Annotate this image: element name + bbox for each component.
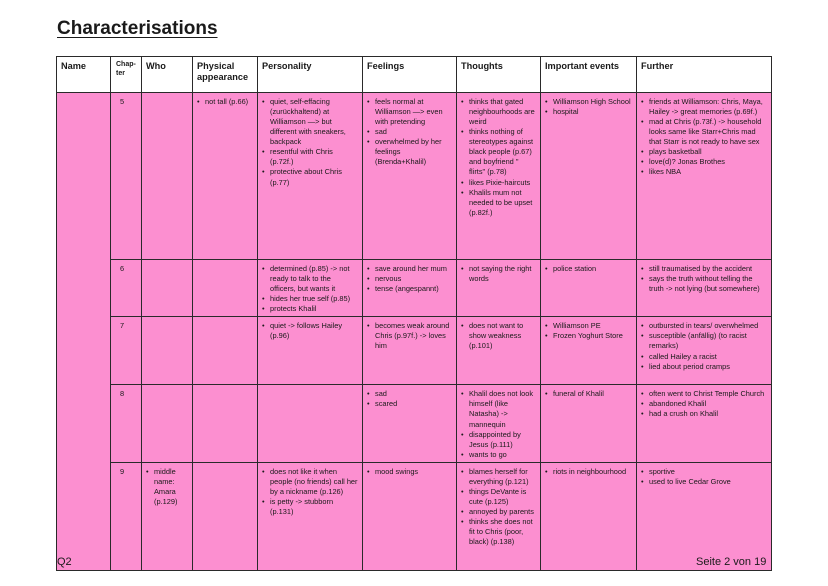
further-list — [641, 264, 767, 294]
physical-list — [197, 97, 253, 107]
personality-cell — [258, 462, 363, 570]
list-item: • still traumatised by the accident — [641, 264, 767, 274]
header-who: Who — [142, 57, 193, 93]
who-cell — [142, 462, 193, 570]
thoughts-cell — [457, 260, 541, 317]
list-item: • does not want to show weakness (p.101) — [461, 321, 536, 351]
list-item: • thinks she does not fit to Chris (poor, black) (p.138) — [461, 517, 536, 547]
further-list — [641, 389, 767, 419]
thoughts-cell — [457, 385, 541, 462]
list-item: • sportive — [641, 467, 767, 477]
table-row — [57, 385, 772, 462]
table-row — [57, 462, 772, 570]
events-cell — [541, 93, 637, 260]
events-cell — [541, 462, 637, 570]
list-item: • had a crush on Khalil — [641, 409, 767, 419]
physical-cell — [193, 317, 258, 385]
list-item: • not tall (p.66) — [197, 97, 253, 107]
list-item: • Frozen Yoghurt Store — [545, 331, 632, 341]
personality-list — [262, 467, 358, 517]
list-item: • often went to Christ Temple Church — [641, 389, 767, 399]
list-item: • protective about Chris (p.77) — [262, 167, 358, 187]
name-cell — [57, 93, 111, 571]
further-list — [641, 97, 767, 178]
header-name: Name — [57, 57, 111, 93]
list-item: • says the truth without telling the truth -> not lying (but somewhere) — [641, 274, 767, 294]
page-title: Characterisations — [57, 18, 218, 39]
further-list — [641, 321, 767, 371]
list-item: • overwhelmed by her feelings (Brenda+Khalil) — [367, 137, 452, 167]
list-item: • feels normal at Williamson —> even with pretending — [367, 97, 452, 127]
list-item: • thinks nothing of stereotypes against black people (p.67) and boyfriend " flirts" (p.78) — [461, 127, 536, 177]
thoughts-cell — [457, 317, 541, 385]
chapter-cell: 9 — [111, 462, 142, 570]
list-item: • mad at Chris (p.73f.) -> household looks same like Starr+Chris mad that Starr is not ready to have sex — [641, 117, 767, 147]
who-cell — [142, 93, 193, 260]
events-list — [545, 97, 632, 117]
further-cell — [637, 260, 772, 317]
list-item: • middle name: Amara (p.129) — [146, 467, 188, 507]
feelings-list — [367, 467, 452, 477]
who-list — [146, 467, 188, 507]
personality-cell — [258, 317, 363, 385]
list-item: • annoyed by parents — [461, 507, 536, 517]
header-thoughts: Thoughts — [457, 57, 541, 93]
list-item: • save around her mum — [367, 264, 452, 274]
list-item: • sad — [367, 127, 452, 137]
table-row — [57, 93, 772, 260]
further-cell — [637, 317, 772, 385]
list-item: • hospital — [545, 107, 632, 117]
events-list — [545, 264, 632, 274]
thoughts-cell — [457, 462, 541, 570]
list-item: • resentful with Chris (p.72f.) — [262, 147, 358, 167]
list-item: • susceptible (anfällig) (to racist remarks) — [641, 331, 767, 351]
events-list — [545, 321, 632, 341]
list-item: • protects Khalil — [262, 304, 358, 314]
physical-cell — [193, 260, 258, 317]
table-body — [57, 93, 772, 571]
list-item: • scared — [367, 399, 452, 409]
chapter-cell: 5 — [111, 93, 142, 260]
header-chapter: Chap-ter — [111, 57, 142, 93]
header-feelings: Feelings — [363, 57, 457, 93]
feelings-list — [367, 97, 452, 167]
list-item: • tense (angespannt) — [367, 284, 452, 294]
list-item: • plays basketball — [641, 147, 767, 157]
thoughts-list — [461, 389, 536, 459]
list-item: • hides her true self (p.85) — [262, 294, 358, 304]
physical-cell — [193, 462, 258, 570]
personality-cell — [258, 93, 363, 260]
further-cell — [637, 385, 772, 462]
chapter-cell: 6 — [111, 260, 142, 317]
further-cell — [637, 93, 772, 260]
list-item: • disappointed by Jesus (p.111) — [461, 430, 536, 450]
feelings-cell — [363, 385, 457, 462]
footer-section-label: Q2 — [57, 556, 72, 568]
list-item: • friends at Williamson: Chris, Maya, Hailey -> great memories (p.69f.) — [641, 97, 767, 117]
list-item: • thinks that gated neighbourhoods are weird — [461, 97, 536, 127]
characterisation-table — [56, 56, 772, 571]
feelings-list — [367, 321, 452, 351]
personality-list — [262, 97, 358, 188]
physical-cell — [193, 93, 258, 260]
feelings-cell — [363, 260, 457, 317]
list-item: • Khalil does not look himself (like Natasha) -> mannequin — [461, 389, 536, 429]
feelings-cell — [363, 93, 457, 260]
thoughts-list — [461, 97, 536, 218]
thoughts-list — [461, 321, 536, 351]
list-item: • is petty -> stubborn (p.131) — [262, 497, 358, 517]
personality-list — [262, 321, 358, 341]
who-cell — [142, 317, 193, 385]
list-item: • becomes weak around Chris (p.97f.) -> loves him — [367, 321, 452, 351]
thoughts-list — [461, 264, 536, 284]
list-item: • not saying the right words — [461, 264, 536, 284]
list-item: • funeral of Khalil — [545, 389, 632, 399]
header-row — [57, 57, 772, 93]
physical-cell — [193, 385, 258, 462]
header-personality: Personality — [258, 57, 363, 93]
events-cell — [541, 385, 637, 462]
header-further: Further — [637, 57, 772, 93]
list-item: • Williamson PE — [545, 321, 632, 331]
list-item: • wants to go — [461, 450, 536, 460]
list-item: • quiet, self-effacing (zurückhaltend) at Williamson —> but different with sneakers, backpack — [262, 97, 358, 147]
list-item: • used to live Cedar Grove — [641, 477, 767, 487]
who-cell — [142, 385, 193, 462]
list-item: • Williamson High School — [545, 97, 632, 107]
list-item: • outbursted in tears/ overwhelmed — [641, 321, 767, 331]
table-row — [57, 317, 772, 385]
events-cell — [541, 260, 637, 317]
table-row — [57, 260, 772, 317]
list-item: • police station — [545, 264, 632, 274]
list-item: • blames herself for everything (p.121) — [461, 467, 536, 487]
chapter-cell: 8 — [111, 385, 142, 462]
list-item: • nervous — [367, 274, 452, 284]
list-item: • lied about period cramps — [641, 362, 767, 372]
list-item: • Khalils mum not needed to be upset (p.82f.) — [461, 188, 536, 218]
events-cell — [541, 317, 637, 385]
further-cell — [637, 462, 772, 570]
feelings-cell — [363, 317, 457, 385]
list-item: • called Hailey a racist — [641, 352, 767, 362]
list-item: • abandoned Khalil — [641, 399, 767, 409]
header-important-events: Important events — [541, 57, 637, 93]
list-item: • love(d)? Jonas Brothes — [641, 157, 767, 167]
chapter-cell: 7 — [111, 317, 142, 385]
personality-list — [262, 264, 358, 314]
feelings-list — [367, 389, 452, 409]
list-item: • does not like it when people (no friends) call her by a nickname (p.126) — [262, 467, 358, 497]
list-item: • mood swings — [367, 467, 452, 477]
thoughts-list — [461, 467, 536, 548]
list-item: • likes Pixie-haircuts — [461, 178, 536, 188]
header-physical-appearance: Physical appearance — [193, 57, 258, 93]
personality-cell — [258, 260, 363, 317]
further-list — [641, 467, 767, 487]
who-cell — [142, 260, 193, 317]
list-item: • likes NBA — [641, 167, 767, 177]
events-list — [545, 389, 632, 399]
personality-cell — [258, 385, 363, 462]
events-list — [545, 467, 632, 477]
feelings-cell — [363, 462, 457, 570]
footer-page-number: Seite 2 von 19 — [696, 556, 767, 568]
thoughts-cell — [457, 93, 541, 260]
list-item: • things DeVante is cute (p.125) — [461, 487, 536, 507]
feelings-list — [367, 264, 452, 294]
list-item: • quiet -> follows Hailey (p.96) — [262, 321, 358, 341]
list-item: • riots in neighbourhood — [545, 467, 632, 477]
list-item: • sad — [367, 389, 452, 399]
list-item: • determined (p.85) -> not ready to talk to the officers, but wants it — [262, 264, 358, 294]
